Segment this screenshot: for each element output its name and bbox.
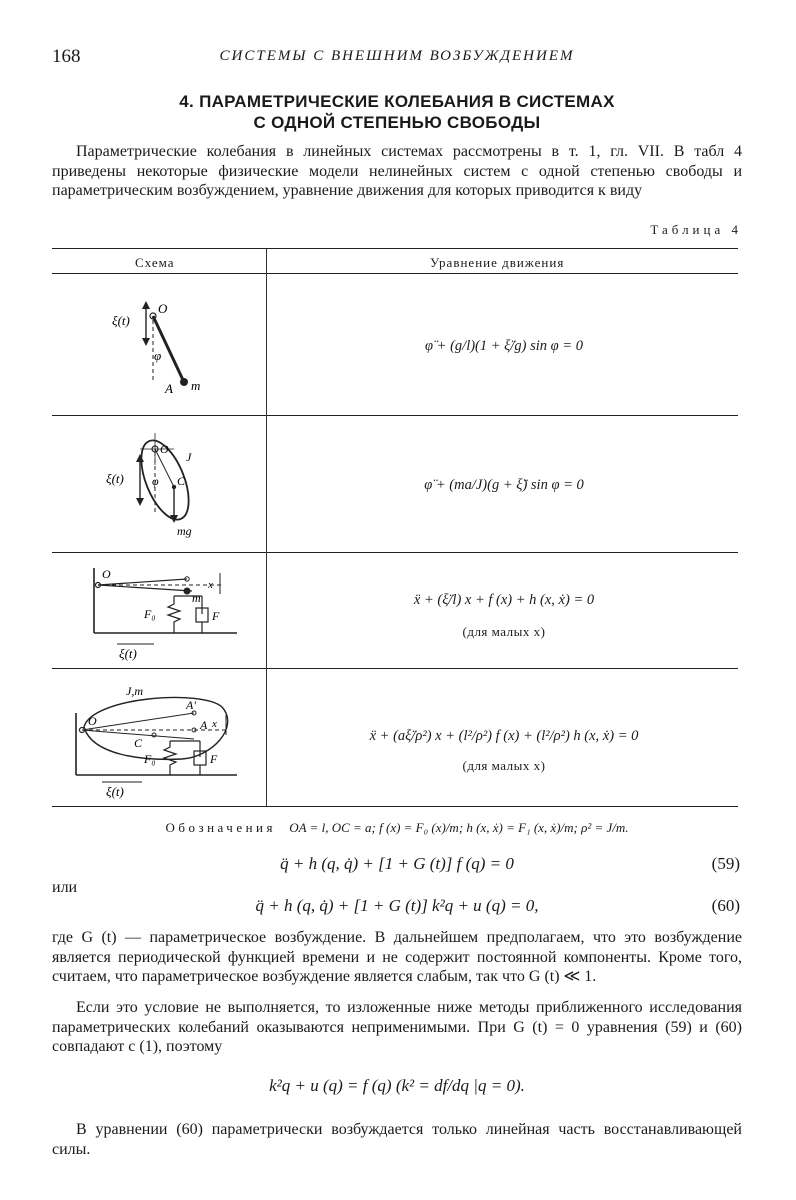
label-m: m [192, 591, 201, 605]
legend-label: Обозначения [165, 820, 276, 835]
scheme-body-spring [62, 675, 252, 803]
equation-59-number: (59) [711, 854, 740, 873]
equation-row-3-note: (для малых x) [462, 624, 546, 639]
table-row-rule [52, 552, 738, 553]
label-mg: mg [177, 524, 192, 538]
label-j: J [186, 450, 192, 464]
paragraph-4: В уравнении (60) параметрически возбуждается только линейная часть восстанавливающей силы. [52, 1121, 742, 1158]
table-caption: Таблица 4 [650, 222, 742, 237]
column-header-scheme: Схема [135, 255, 175, 270]
mass-point [180, 378, 188, 386]
label-f0: F₀ [144, 752, 156, 766]
arrow-head-down [136, 498, 144, 506]
label-m: m [191, 378, 201, 393]
label-o: O [158, 301, 168, 316]
equation-59-expr: q̈ + h (q, q̇) + [1 + G (t)] f (q) = 0 [280, 854, 514, 873]
table-top-rule [52, 248, 738, 249]
paragraph-2: где G (t) — параметрическое возбуждение. В дальнейшем предполагаем, что это возбуждение является периодической функцией времени и не содержит постоянной компоненты. Кроме того, считаем, что параметрическое возбуждение является слабым, так что G (t) ≪ 1. [52, 929, 742, 985]
label-f: F [210, 752, 218, 766]
equation-59 [52, 854, 742, 878]
legend-text: OA = l, OC = a; f (x) = F₀ (x)/m; h (x, ẋ) = F₁ (x, ẋ)/m; ρ² = J/m. [289, 820, 629, 835]
label-f0: F₀ [144, 607, 156, 621]
intro-paragraph: Параметрические колебания в линейных системах рассмотрены в т. 1, гл. VII. В табл 4 приведены некоторые физические модели нелинейных систем с одной степенью свободы и параметрическим возбуждением, уравнение движения для которых приводится к виду [52, 143, 742, 199]
spring-f0 [164, 741, 176, 775]
scheme-rod-spring [62, 558, 252, 663]
arrow-head-down [142, 338, 150, 346]
table-row-rule [52, 668, 738, 669]
label-f: F [212, 609, 220, 623]
table-column-divider [266, 249, 267, 806]
label-xi: ξ(t) [106, 471, 124, 486]
equation-row-4-note: (для малых x) [462, 758, 546, 773]
running-title: СИСТЕМЫ С ВНЕШНИМ ВОЗБУЖДЕНИЕМ [219, 48, 575, 64]
equation-row-1: φ̈ + (g/l)(1 + ξ̈/g) sin φ = 0 [425, 338, 583, 354]
or-word: или [52, 879, 78, 896]
spring-f0 [168, 596, 180, 633]
label-a: A [165, 381, 173, 396]
equation-k2 [52, 1076, 742, 1100]
label-o: O [102, 567, 111, 581]
label-o: O [88, 714, 97, 728]
column-header-equation: Уравнение движения [430, 255, 565, 270]
label-a-prime: A' [186, 698, 196, 712]
page-number: 168 [52, 46, 81, 67]
table-bottom-rule [52, 806, 738, 807]
scheme-pendulum [62, 285, 252, 410]
table-row-rule [52, 415, 738, 416]
section-title-line-2: С ОДНОЙ СТЕПЕНЬЮ СВОБОДЫ [253, 113, 541, 132]
label-xi: ξ(t) [106, 784, 124, 799]
section-title-line-1: 4. ПАРАМЕТРИЧЕСКИЕ КОЛЕБАНИЯ В СИСТЕМАХ [179, 92, 615, 111]
mass-m [184, 588, 191, 595]
deflected-line [82, 713, 194, 730]
scheme-physical-pendulum [62, 425, 252, 547]
table-header-rule [52, 273, 738, 274]
label-c: C [177, 474, 186, 488]
equation-60-expr: q̈ + h (q, q̇) + [1 + G (t)] k²q + u (q) = 0, [255, 896, 539, 915]
arrow-head-up [142, 301, 150, 309]
rod [98, 585, 192, 591]
deflected-rod [98, 579, 187, 585]
label-c: C [134, 736, 143, 750]
label-phi: φ [152, 474, 159, 488]
equation-60 [52, 896, 742, 920]
label-phi: φ [154, 348, 162, 363]
label-x: x [212, 718, 217, 730]
paragraph-3: Если это условие не выполняется, то изложенные ниже методы приближенного исследования параметрических колебаний оказываются неприменимыми. При G (t) = 0 уравнения (59) и (60) совпадают с (1), поэтому [52, 999, 742, 1055]
equation-row-2: φ̈ + (ma/J)(g + ξ̈) sin φ = 0 [424, 477, 584, 493]
equation-k2-expr: k²q + u (q) = f (q) (k² = df/dq |q = 0). [269, 1076, 525, 1095]
label-xi: ξ(t) [112, 313, 130, 328]
section-title [52, 91, 742, 133]
label-xi: ξ(t) [119, 646, 137, 661]
point-c [152, 733, 156, 737]
label-o: O [160, 442, 169, 456]
label-x: x [208, 579, 213, 591]
table-legend [52, 820, 742, 836]
equation-60-number: (60) [711, 896, 740, 915]
arrow-head-up [136, 454, 144, 462]
page-header [52, 46, 742, 68]
label-jm: J,m [126, 684, 143, 698]
equation-row-3: ẍ + (ξ̈/l) x + f (x) + h (x, ẋ) = 0 [413, 592, 595, 608]
label-a: A [200, 718, 208, 732]
equation-row-4: ẍ + (aξ̈/ρ²) x + (l²/ρ²) f (x) + (l²/ρ²) h (x, ẋ) = 0 [369, 728, 639, 744]
